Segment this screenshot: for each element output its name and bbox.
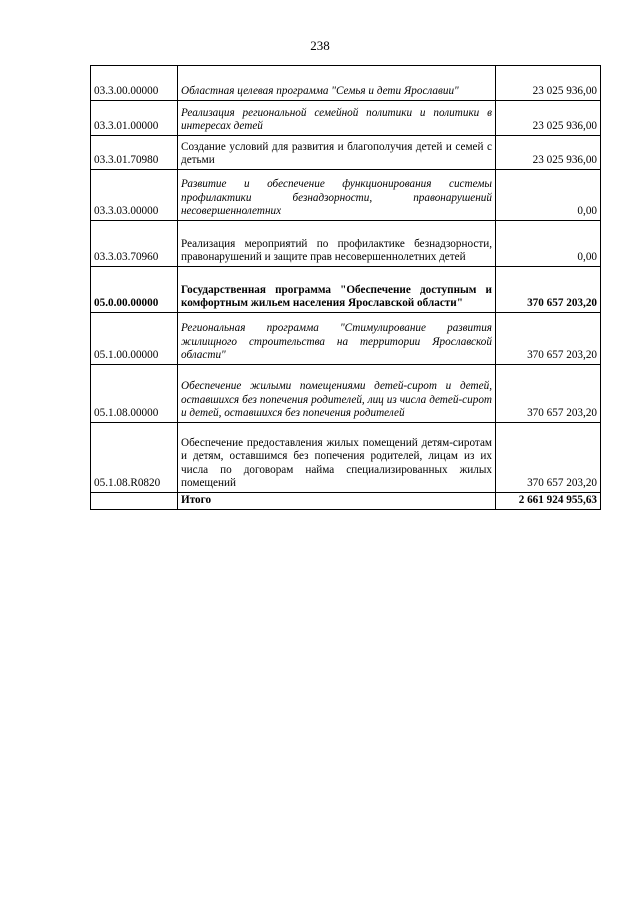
row-sum: 23 025 936,00 xyxy=(496,136,601,170)
row-code: 03.3.00.00000 xyxy=(91,66,178,101)
row-code: 05.1.00.00000 xyxy=(91,313,178,365)
row-code: 05.0.00.00000 xyxy=(91,267,178,313)
row-code: 05.1.08.00000 xyxy=(91,365,178,423)
row-name: Государственная программа "Обеспечение доступным и комфортным жильем населения Ярославской области" xyxy=(178,267,496,313)
row-sum: 370 657 203,20 xyxy=(496,365,601,423)
row-name: Реализация региональной семейной политики и политики в интересах детей xyxy=(178,101,496,136)
row-sum: 23 025 936,00 xyxy=(496,66,601,101)
total-row xyxy=(91,493,601,510)
row-sum: 0,00 xyxy=(496,170,601,221)
table-row xyxy=(91,66,601,101)
row-name: Создание условий для развития и благополучия детей и семей с детьми xyxy=(178,136,496,170)
row-name: Региональная программа "Стимулирование развития жилищного строительства на территории Ярославской области" xyxy=(178,313,496,365)
row-name: Обеспечение предоставления жилых помещений детям-сиротам и детям, оставшимся без попечения родителей, лицам из их числа по договорам найма специализированных жилых помещений xyxy=(178,423,496,493)
table-row xyxy=(91,221,601,267)
table-row xyxy=(91,365,601,423)
row-code: 03.3.03.70960 xyxy=(91,221,178,267)
total-code-cell xyxy=(91,493,178,510)
table-row xyxy=(91,423,601,493)
table-row xyxy=(91,267,601,313)
total-label: Итого xyxy=(178,493,496,510)
row-sum: 0,00 xyxy=(496,221,601,267)
row-name: Областная целевая программа "Семья и дети Ярославии" xyxy=(178,66,496,101)
row-code: 05.1.08.R0820 xyxy=(91,423,178,493)
row-code: 03.3.03.00000 xyxy=(91,170,178,221)
total-sum: 2 661 924 955,63 xyxy=(496,493,601,510)
row-sum: 370 657 203,20 xyxy=(496,267,601,313)
page-number: 238 xyxy=(310,38,330,53)
row-name: Обеспечение жилыми помещениями детей-сирот и детей, оставшихся без попечения родителей, лиц из числа детей-сирот и детей, оставшихся без попечения родителей xyxy=(178,365,496,423)
row-sum: 370 657 203,20 xyxy=(496,313,601,365)
row-sum: 370 657 203,20 xyxy=(496,423,601,493)
table-row xyxy=(91,170,601,221)
table-row xyxy=(91,313,601,365)
table-row xyxy=(91,101,601,136)
table-row xyxy=(91,136,601,170)
row-name: Реализация мероприятий по профилактике безнадзорности, правонарушений и защите прав несовершеннолетних детей xyxy=(178,221,496,267)
row-code: 03.3.01.70980 xyxy=(91,136,178,170)
row-name: Развитие и обеспечение функционирования системы профилактики безнадзорности, правонарушений несовершеннолетних xyxy=(178,170,496,221)
row-sum: 23 025 936,00 xyxy=(496,101,601,136)
budget-table xyxy=(90,65,601,510)
row-code: 03.3.01.00000 xyxy=(91,101,178,136)
